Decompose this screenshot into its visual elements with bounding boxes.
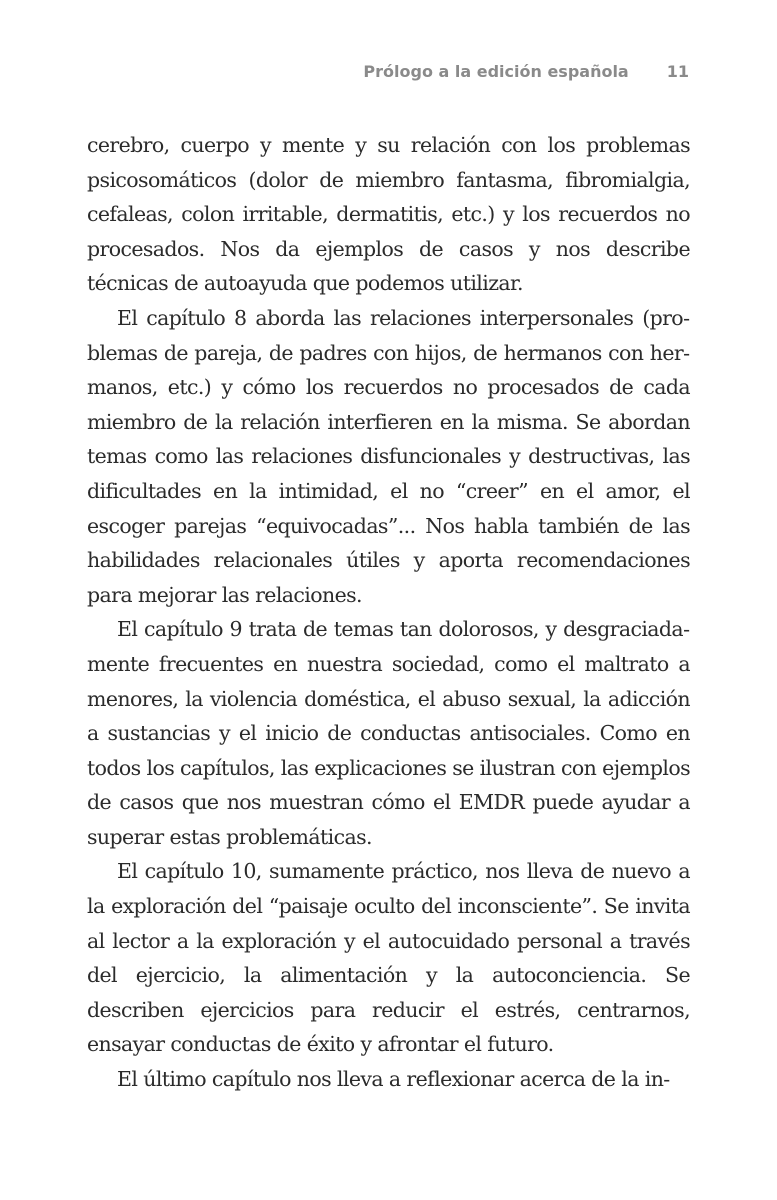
page-number: 11 [666, 62, 689, 81]
running-head [363, 62, 689, 81]
paragraph-chapter-9: El capítulo 9 trata de temas tan dolorosos, y desgraciadamente frecuentes en nuestra sociedad, como el maltrato a menores, la violencia doméstica, el abuso sexual, la adicción a sustancias y el inicio de conductas antisociales. Como en todos los capítulos, las explicaciones se ilustran con ejemplos de casos que nos muestran cómo el EMDR puede ayudar a superar estas problemáticas. [87, 617, 690, 849]
paragraph-continuation: cerebro, cuerpo y mente y su relación con los problemas psicosomáticos (dolor de miembro fantasma, fibromialgia, cefaleas, colon irritable, dermatitis, etc.) y los recuerdos no procesados. Nos da ejemplos de casos y nos describe técnicas de autoayuda que podemos utilizar. [87, 133, 690, 296]
paragraph-chapter-8: El capítulo 8 aborda las relaciones interpersonales (problemas de pareja, de padres con hijos, de hermanos con hermanos, etc.) y cómo los recuerdos no procesados de cada miembro de la relación interfieren en la misma. Se abordan temas como las relaciones disfuncionales y destructivas, las dificultades en la intimidad, el no “creer” en el amor, el escoger parejas “equivocadas”... Nos habla también de las habilidades relacionales útiles y aporta recomendaciones para mejorar las relaciones. [87, 305, 690, 607]
paragraph-last-chapter: El último capítulo nos lleva a reflexionar acerca de la in- [117, 1067, 670, 1092]
paragraph-chapter-10: El capítulo 10, sumamente práctico, nos lleva de nuevo a la exploración del “paisaje oculto del inconsciente”. Se invita al lector a la exploración y el autocuidado personal a través del ejercicio, la alimentación y la autoconciencia. Se describen ejercicios para reducir el estrés, centrarnos, ensayar conductas de éxito y afrontar el futuro. [87, 859, 690, 1057]
running-title: Prólogo a la edición española [363, 62, 629, 81]
body-text [87, 128, 690, 1097]
